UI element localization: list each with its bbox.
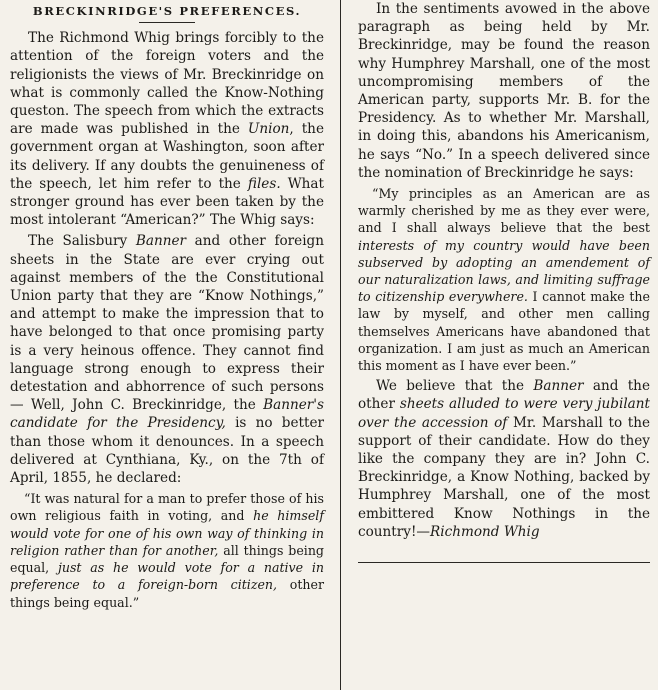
left-column — [10, 0, 324, 614]
right-column — [358, 0, 650, 544]
paragraph-intro — [10, 29, 324, 229]
text: and other foreign sheets in the State are ever crying out against members of the the Constitutional Union party that they are “Know Nothings,” and attempt to make the impression that to have belonged to that once promising party is a very heinous offence. They cannot find language strong enough to express their detestation and abhorrence of such persons — Well, John C. Breckinridge, the — [10, 233, 325, 414]
text: We believe that the — [376, 378, 525, 395]
text: Mr. Marshall to the support of their candidate. How do they like the company they are in? John C. Breckinridge, a Know Nothing, backed by Humphrey Marshall, one of the most embittered Know Nothings in the country!— — [358, 414, 651, 540]
headline-rule — [139, 22, 195, 23]
paragraph-whig-quote — [10, 232, 324, 487]
source-credit: Richmond Whig — [430, 523, 540, 540]
italic-quote: just as he would vote for a native in preference to a foreign-born citizen, — [10, 560, 324, 593]
end-rule — [358, 562, 650, 563]
italic-banner: Banner — [533, 378, 584, 395]
italic-quote: he himself would vote for one of his own way of thinking in religion rather than for another, — [10, 508, 324, 558]
italic-banner-candidate: Banner's candidate for the Presidency, — [10, 397, 324, 432]
italic-quote: interests of my country would have been subserved by adopting an amendement of our naturalization laws, and limiting suffrage to citizenship everywhere. — [358, 237, 650, 305]
paragraph-conclusion — [358, 377, 650, 541]
italic-banner: Banner — [135, 233, 187, 250]
marshall-quote — [358, 185, 650, 374]
text: “It was natural for a man to prefer those of his own religious faith in voting, and — [10, 491, 324, 524]
text: “My principles as an American are as warmly cherished by me as they ever were, and I shall always believe that the best — [358, 186, 650, 236]
text: , the government organ at Washington, soon after its delivery. If any doubts the genuineness of the speech, let him refer to the — [10, 121, 324, 192]
text: The Salisbury — [28, 233, 128, 250]
italic-sheets: sheets alluded to were very jubilant over the accession of — [358, 396, 650, 431]
paragraph-marshall — [358, 0, 650, 182]
italic-union: Union — [247, 121, 290, 138]
text: In the sentiments avowed in the above paragraph as being held by Mr. Breckinridge, may be found the reason why Humphrey Marshall, one of the most uncompromising members of the American party, supports Mr. B. for the Presidency. As to whether Mr. Marshall, in doing this, abandons his Americanism, he says “No.” In a speech delivered since the nomination of Breckinridge he says: — [358, 1, 650, 181]
column-divider — [340, 0, 341, 690]
italic-files: files. — [247, 175, 281, 192]
breckinridge-quote — [10, 490, 324, 610]
text: I cannot make the law by myself, and other men calling themselves Americans have abandoned that organization. I am just as much an American this moment as I have ever been.” — [358, 289, 650, 374]
text: other things being equal.” — [10, 577, 324, 610]
text: and the other — [358, 378, 650, 413]
text: What stronger ground has ever been taken by the most intolerant “American?” The Whig says: — [10, 175, 324, 229]
text: The Richmond Whig brings forcibly to the attention of the foreign voters and the religionists the views of Mr. Breckinridge on what is commonly called the Know-Nothing queston. The speech from which the extracts are made was published in the — [10, 30, 324, 138]
text: is no better than those whom it denounces. In a speech delivered at Cynthiana, Ky., on the 7th of April, 1855, he declared: — [10, 415, 324, 487]
text: all things being equal, — [10, 542, 324, 576]
article-headline: BRECKINRIDGE'S PREFERENCES. — [32, 4, 302, 18]
